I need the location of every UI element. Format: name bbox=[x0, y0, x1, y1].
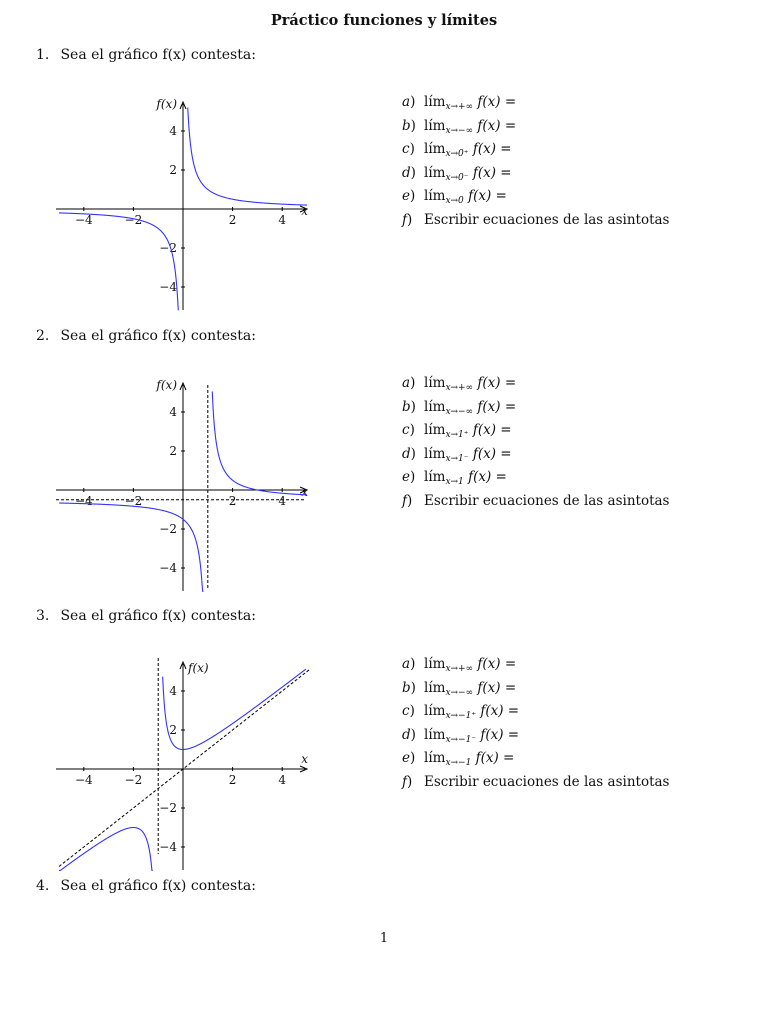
question-number: 2. bbox=[36, 328, 50, 344]
page-title: Práctico funciones y límites bbox=[270, 12, 498, 29]
y-tick-label: −2 bbox=[159, 801, 177, 815]
item-label: f) bbox=[402, 211, 413, 228]
item-label: c) bbox=[402, 422, 415, 438]
limit-subscript: x→−∞ bbox=[445, 687, 474, 698]
limit-subscript: x→0⁺ bbox=[445, 149, 469, 159]
limit-subscript: x→+∞ bbox=[445, 664, 474, 674]
limit-expression: f(x) = bbox=[471, 750, 515, 766]
question-prompt: Sea el gráfico f(x) contesta: bbox=[60, 328, 256, 344]
y-tick-label: −4 bbox=[159, 840, 177, 854]
limit-expression: f(x) = bbox=[468, 141, 512, 157]
curve-left-branch bbox=[59, 213, 178, 311]
limit-operator: lím bbox=[424, 656, 446, 672]
limit-subscript: x→1⁻ bbox=[445, 453, 469, 464]
limit-subscript: x→0 bbox=[445, 196, 464, 206]
limit-subscript: x→−1 bbox=[445, 758, 472, 768]
item-label: f) bbox=[402, 492, 413, 509]
limit-subscript: x→+∞ bbox=[445, 383, 474, 393]
question-item bbox=[402, 209, 669, 233]
x-tick-label: −2 bbox=[124, 773, 143, 787]
question-item bbox=[402, 747, 669, 771]
y-axis-label: f(x) bbox=[188, 661, 209, 675]
x-tick-label: 4 bbox=[278, 494, 287, 508]
limit-expression: f(x) = bbox=[473, 398, 517, 415]
limit-expression: f(x) = bbox=[468, 164, 512, 181]
question-item bbox=[402, 771, 669, 795]
item-label: a) bbox=[402, 375, 416, 391]
curve-right-branch bbox=[212, 391, 307, 494]
item-label: d) bbox=[402, 164, 416, 181]
limit-operator: lím bbox=[424, 164, 446, 181]
question-1-heading bbox=[36, 47, 256, 63]
limit-operator: lím bbox=[424, 726, 446, 743]
item-label: c) bbox=[402, 703, 415, 719]
y-tick-label: 2 bbox=[169, 723, 177, 737]
limit-expression: f(x) = bbox=[463, 188, 507, 204]
question-item bbox=[402, 490, 669, 514]
limit-operator: lím bbox=[424, 445, 446, 462]
y-tick-label: 2 bbox=[169, 444, 177, 458]
question-prompt: Sea el gráfico f(x) contesta: bbox=[60, 608, 256, 624]
question-number: 4. bbox=[36, 878, 50, 894]
limit-operator: lím bbox=[424, 679, 446, 696]
graph-1 bbox=[50, 92, 320, 312]
question-item bbox=[402, 396, 669, 420]
question-item bbox=[402, 185, 669, 209]
question-1-items bbox=[402, 91, 669, 232]
item-label: a) bbox=[402, 94, 416, 110]
page-number: 1 bbox=[379, 931, 389, 946]
limit-expression: f(x) = bbox=[468, 445, 512, 462]
x-tick-label: −4 bbox=[74, 773, 93, 787]
item-label: d) bbox=[402, 445, 416, 462]
question-item bbox=[402, 677, 669, 701]
item-label: e) bbox=[402, 750, 416, 766]
limit-subscript: x→−1⁻ bbox=[445, 734, 477, 745]
oblique-asymptote bbox=[59, 670, 309, 867]
limit-expression: f(x) = bbox=[473, 656, 517, 672]
question-item bbox=[402, 419, 669, 443]
limit-operator: lím bbox=[424, 469, 446, 485]
item-label: b) bbox=[402, 398, 416, 415]
x-tick-label: 2 bbox=[228, 773, 237, 787]
question-item bbox=[402, 653, 669, 677]
graph-2 bbox=[50, 373, 320, 593]
x-tick-label: −2 bbox=[124, 494, 143, 508]
item-label: e) bbox=[402, 469, 416, 485]
limit-expression: f(x) = bbox=[476, 726, 520, 743]
y-axis-label: f(x) bbox=[156, 97, 177, 111]
limit-expression: f(x) = bbox=[473, 117, 517, 134]
limit-operator: lím bbox=[424, 117, 446, 134]
limit-subscript: x→−∞ bbox=[445, 406, 474, 417]
item-label: c) bbox=[402, 141, 415, 157]
x-tick-label: −4 bbox=[74, 494, 93, 508]
x-axis-label: x bbox=[301, 204, 308, 218]
limit-operator: lím bbox=[424, 398, 446, 415]
limit-subscript: x→1⁺ bbox=[445, 430, 469, 440]
curve-right-branch bbox=[188, 108, 307, 206]
question-number: 3. bbox=[36, 608, 50, 624]
limit-operator: lím bbox=[424, 422, 446, 438]
item-text: Escribir ecuaciones de las asintotas bbox=[424, 211, 670, 228]
x-tick-label: −4 bbox=[74, 213, 93, 227]
curve-right-branch bbox=[163, 669, 306, 749]
y-tick-label: 4 bbox=[169, 405, 177, 419]
item-label: f) bbox=[402, 773, 413, 790]
limit-operator: lím bbox=[424, 703, 446, 719]
item-label: b) bbox=[402, 679, 416, 696]
y-tick-label: −2 bbox=[159, 241, 177, 255]
question-item bbox=[402, 372, 669, 396]
limit-expression: f(x) = bbox=[476, 703, 520, 719]
curve-left-branch bbox=[59, 828, 153, 871]
x-axis-label: x bbox=[301, 752, 308, 766]
y-tick-label: 2 bbox=[169, 163, 177, 177]
question-item bbox=[402, 115, 669, 139]
limit-expression: f(x) = bbox=[463, 469, 507, 485]
item-label: e) bbox=[402, 188, 416, 204]
limit-operator: lím bbox=[424, 375, 446, 391]
curve-left-branch bbox=[59, 503, 203, 591]
y-axis-label: f(x) bbox=[156, 378, 177, 392]
limit-operator: lím bbox=[424, 750, 446, 766]
question-2-items bbox=[402, 372, 669, 513]
question-item bbox=[402, 700, 669, 724]
y-tick-label: −2 bbox=[159, 522, 177, 536]
item-label: d) bbox=[402, 726, 416, 743]
limit-expression: f(x) = bbox=[468, 422, 512, 438]
item-text: Escribir ecuaciones de las asintotas bbox=[424, 492, 670, 509]
limit-subscript: x→0⁻ bbox=[445, 172, 469, 183]
limit-subscript: x→1 bbox=[445, 477, 464, 487]
question-item bbox=[402, 724, 669, 748]
limit-expression: f(x) = bbox=[473, 679, 517, 696]
question-2-heading bbox=[36, 328, 256, 344]
question-number: 1. bbox=[36, 47, 50, 63]
x-tick-label: 4 bbox=[278, 213, 287, 227]
question-4-heading bbox=[36, 878, 256, 894]
question-3-items bbox=[402, 653, 669, 794]
question-prompt: Sea el gráfico f(x) contesta: bbox=[60, 878, 256, 894]
question-prompt: Sea el gráfico f(x) contesta: bbox=[60, 47, 256, 63]
item-text: Escribir ecuaciones de las asintotas bbox=[424, 773, 670, 790]
question-item bbox=[402, 443, 669, 467]
limit-subscript: x→−∞ bbox=[445, 125, 474, 136]
limit-expression: f(x) = bbox=[473, 94, 517, 110]
item-label: a) bbox=[402, 656, 416, 672]
limit-subscript: x→+∞ bbox=[445, 102, 474, 112]
y-tick-label: 4 bbox=[169, 684, 177, 698]
limit-operator: lím bbox=[424, 94, 446, 110]
x-tick-label: 4 bbox=[278, 773, 287, 787]
x-axis-label: x bbox=[301, 485, 308, 499]
graph-3 bbox=[50, 652, 320, 872]
question-item bbox=[402, 138, 669, 162]
item-label: b) bbox=[402, 117, 416, 134]
limit-expression: f(x) = bbox=[473, 375, 517, 391]
question-item bbox=[402, 466, 669, 490]
limit-operator: lím bbox=[424, 188, 446, 204]
y-tick-label: −4 bbox=[159, 280, 177, 294]
question-item bbox=[402, 91, 669, 115]
x-tick-label: −2 bbox=[124, 213, 143, 227]
x-tick-label: 2 bbox=[228, 213, 237, 227]
y-tick-label: −4 bbox=[159, 561, 177, 575]
question-item bbox=[402, 162, 669, 186]
question-3-heading bbox=[36, 608, 256, 624]
limit-operator: lím bbox=[424, 141, 446, 157]
x-tick-label: 2 bbox=[228, 494, 237, 508]
limit-subscript: x→−1⁺ bbox=[445, 711, 477, 721]
y-tick-label: 4 bbox=[169, 124, 177, 138]
